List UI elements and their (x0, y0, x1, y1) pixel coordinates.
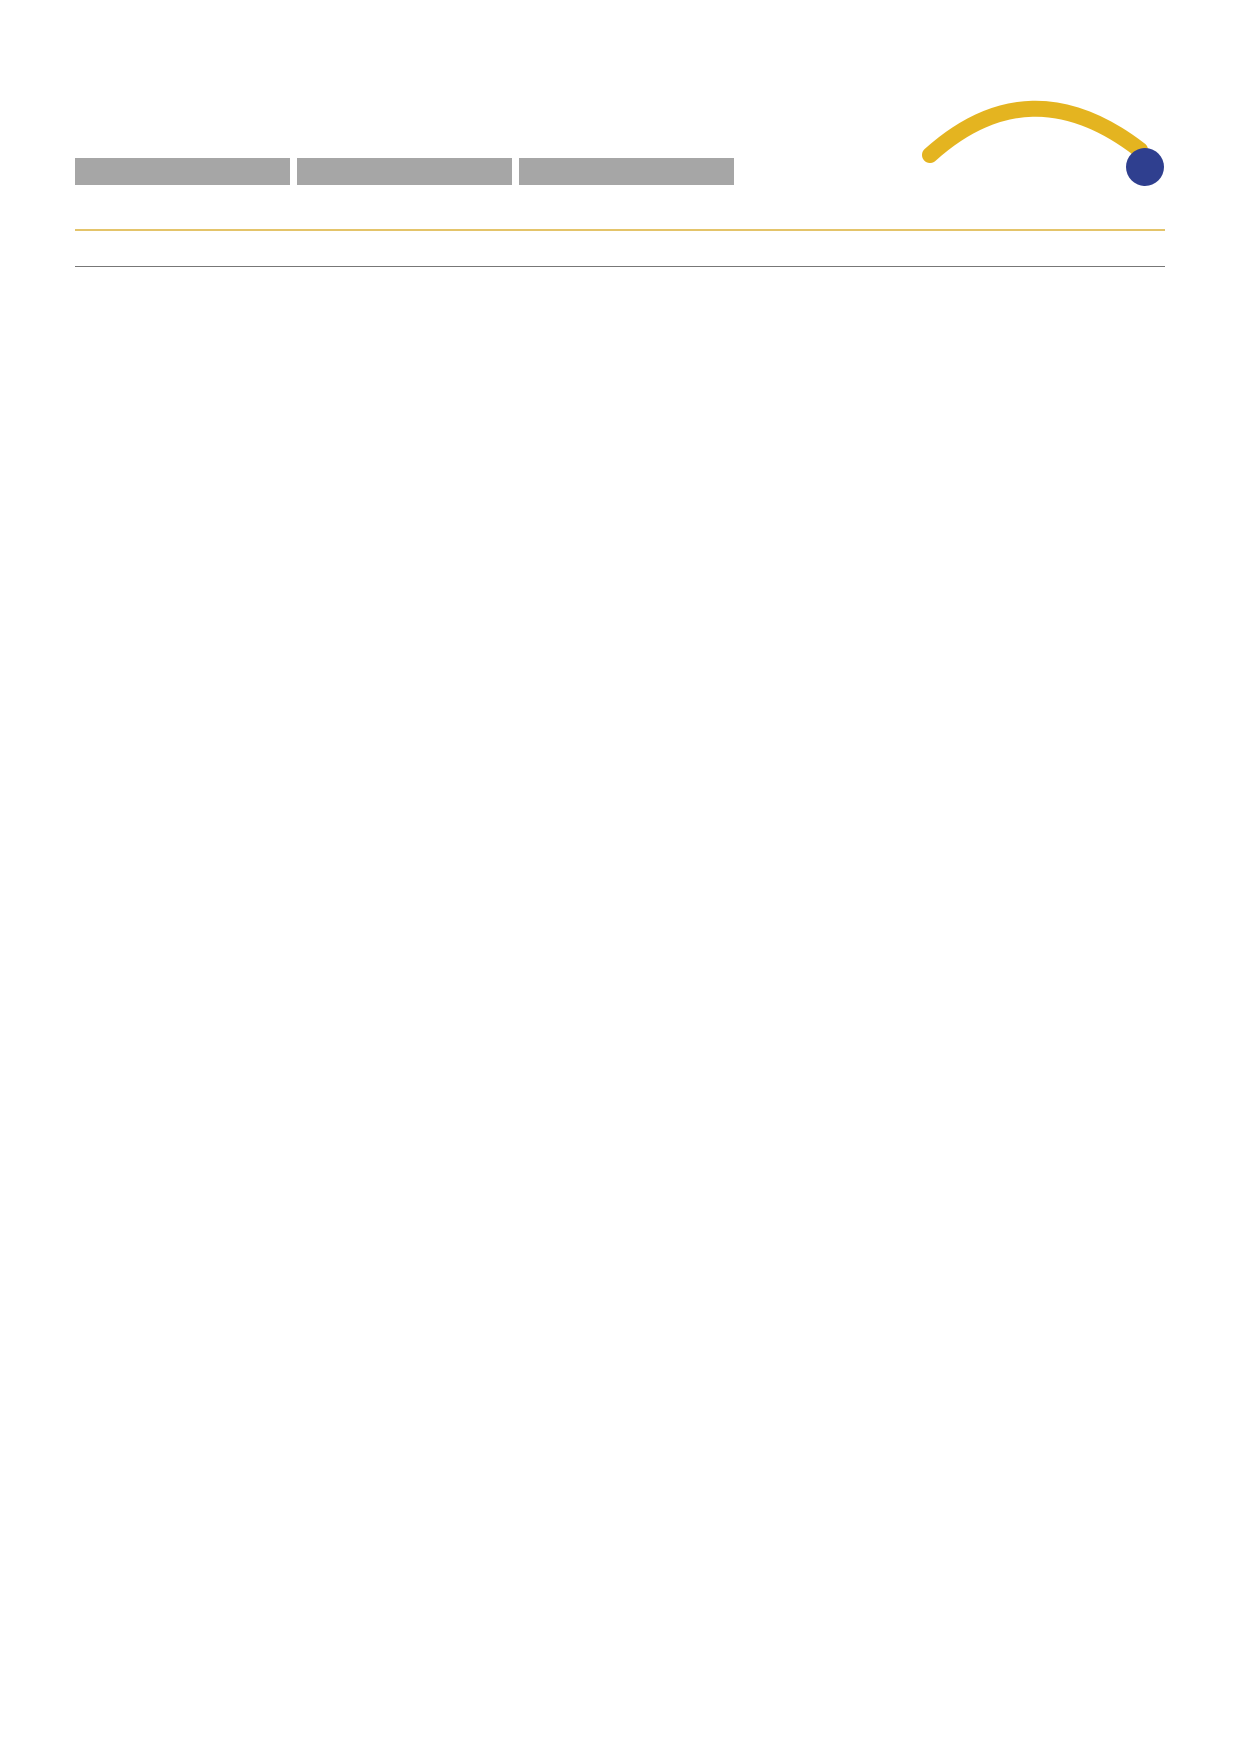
logo-dot-icon (1126, 148, 1164, 186)
logo-arc-icon (920, 85, 1160, 175)
tab-gesamtschule (75, 158, 290, 185)
tab-gymnasiale-oberstufe (519, 158, 734, 185)
title-divider (75, 266, 1165, 267)
header-divider (75, 229, 1165, 231)
tab-gymnasium (297, 158, 512, 185)
